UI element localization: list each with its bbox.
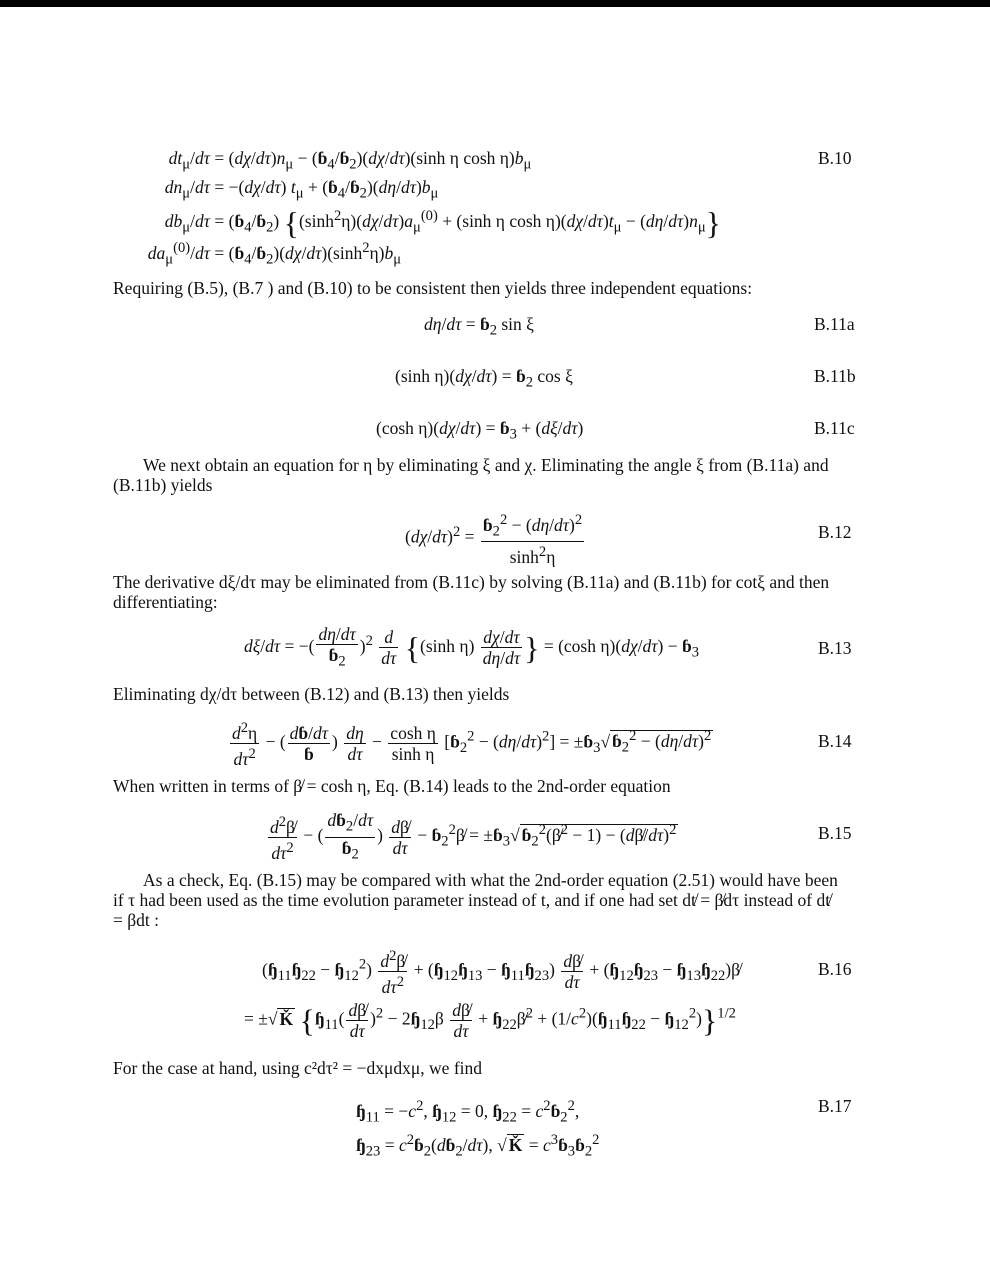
equation-b11b: (sinh η)(dχ/dτ) = ɓ$_2$ cos ξ [395,366,573,391]
equation-b12: $(d\chi/d\tau)^2$ = $\frac{ɓ_2^2 - (d\eta/d\tau)^2}{\sinh^2\eta}$ [405,512,583,568]
label-b11b: B.11b [814,366,856,386]
paragraph-as-check: As a check, Eq. (B.15) may be compared with what the 2nd-order equation (2.51) would have been if τ had been used as the time evolution parameter instead of t, and if one had set dt̸ = β̸dτ instead of dt̸ = βdt : [113,870,838,930]
equation-b17-line2: ɧ$_{23}$ = $c^2ɓ_2(dɓ_2/d\tau)$, √ Ǩ = $c^3ɓ_3ɓ_2^2$ [356,1132,600,1160]
equation-b16-line1: (ɧ$_{11}$ɧ$_{22}$ − ɧ$_{12}^2$) $\frac{d^2\beta̸}{d\tau^2}$ + (ɧ$_{12}$ɧ$_{13}$ − ɧ$_{11}$ɧ$_{23}$) $\frac{d\beta̸}{d\tau}$ + (ɧ$_{12}$ɧ$_{23}$ − ɧ$_{13}$ɧ$_{22}$)β̸ [262,948,741,997]
paragraph-next-obtain: We next obtain an equation for η by eliminating ξ and χ. Eliminating the angle ξ from (B.11a) and (B.11b) yields [113,455,829,495]
paragraph-written-terms: When written in terms of β̸ = cosh η, Eq. (B.14) leads to the 2nd-order equation [113,776,671,796]
equation-b10-line1: $dt_\mu/d\tau = (d\chi/d\tau)n_\mu$ − (ɓ$_4$/ɓ$_2$)(dχ/dτ)(sinh η $\cosh \eta)b_\mu$ [168,148,532,173]
equation-b11a: dη/dτ = ɓ$_2$ sin ξ [424,314,534,339]
equation-b15: $\frac{d^2\beta̸}{d\tau^2}$ − ( $\frac{dɓ_2/d\tau}{ɓ_2}$ ) $\frac{d\beta̸}{d\tau}$ − ɓ$_2^2$β̸ = ±ɓ$_3$√ ɓ$_2^2$(β̸$^2$ − 1) − (dβ̸/dτ)$^2$ [270,810,677,863]
equation-b17-line1: ɧ$_{11}$ = $-c^2$, ɧ$_{12}$ = 0, ɧ$_{22}$ = $c^2ɓ_2^2$, [356,1098,580,1126]
label-b11a: B.11a [814,314,855,334]
equation-b16-line2: = ±√ Ǩ {ɧ$_{11}$( $\frac{d\beta̸}{d\tau}$ )$^2$ − 2ɧ$_{12}$β $\frac{d\beta̸}{d\tau}$ + ɧ$_{22}$β̸$^2$ + $(1/c^2)(ɧ_{11}ɧ_{22}$ − ɧ$_{12}^2$)}$^{1/2}$ [244,1000,736,1041]
label-b16: B.16 [818,959,852,979]
equation-b14: $\frac{d^2\eta}{d\tau^2}$ − ( $\frac{\text{dɓ/dτ}}{\text{ɓ}}$ ) $\frac{d\eta}{d\tau}$ − $\frac{\text{cosh η}}{\text{sinh η}}$ [ɓ$_2^2$ − $(d\eta/d\tau)^2$] = ±ɓ$_3$√ ɓ$_2^2$ − $(d\eta/d\tau)^2$ [232,720,712,769]
paragraph-eliminating: Eliminating dχ/dτ between (B.12) and (B.13) then yields [113,684,510,704]
label-b17: B.17 [818,1096,852,1116]
label-b15: B.15 [818,823,852,843]
label-b12: B.12 [818,522,852,542]
equation-b11c: (cosh η)(dχ/dτ) = ɓ$_3$ + (dξ/dτ) [376,418,584,443]
label-b13: B.13 [818,638,852,658]
label-b14: B.14 [818,731,852,751]
paragraph-case-at-hand: For the case at hand, using c²dτ² = −dxμdxμ, we find [113,1058,483,1078]
paragraph-requiring: Requiring (B.5), (B.7 ) and (B.10) to be consistent then yields three independent equations: [113,278,753,298]
equation-b13: dξ/dτ = −( $\frac{d\eta/d\tau}{ɓ_2}$ )$^2$ $\frac{d}{d\tau}$ {(sinh η) $\frac{d\chi/d\tau}{d\eta/d\tau}$ } = (cosh η)(dχ/dτ) − ɓ$_3$ [244,624,700,670]
label-b11c: B.11c [814,418,855,438]
label-b10: B.10 [818,148,852,168]
equation-b10-line3: $db_\mu/d\tau$ = (ɓ$_4$/ɓ$_2$) {$(\sinh^2\eta)(d\chi/d\tau)a_\mu^{(0)} + (\sinh$ η $\cosh \eta)(d\chi/d\tau)t_\mu - (d\eta/d\tau)n_\mu$} [164,204,722,241]
equation-b10-line2: $dn_\mu/d\tau = -(d\chi/d\tau) t_\mu$ + $(ɓ_4/ɓ_2)(d\eta/d\tau)b_\mu$ [164,177,439,202]
equation-b10-line4: $da_\mu^{(0)}/d\tau$ = $(ɓ_4/ɓ_2)(d\chi/d\tau)(\sinh^2\eta)b_\mu$ [147,240,402,268]
paragraph-derivative: The derivative dξ/dτ may be eliminated from (B.11c) by solving (B.11a) and (B.11b) for cotξ and then differentiating: [113,572,830,612]
